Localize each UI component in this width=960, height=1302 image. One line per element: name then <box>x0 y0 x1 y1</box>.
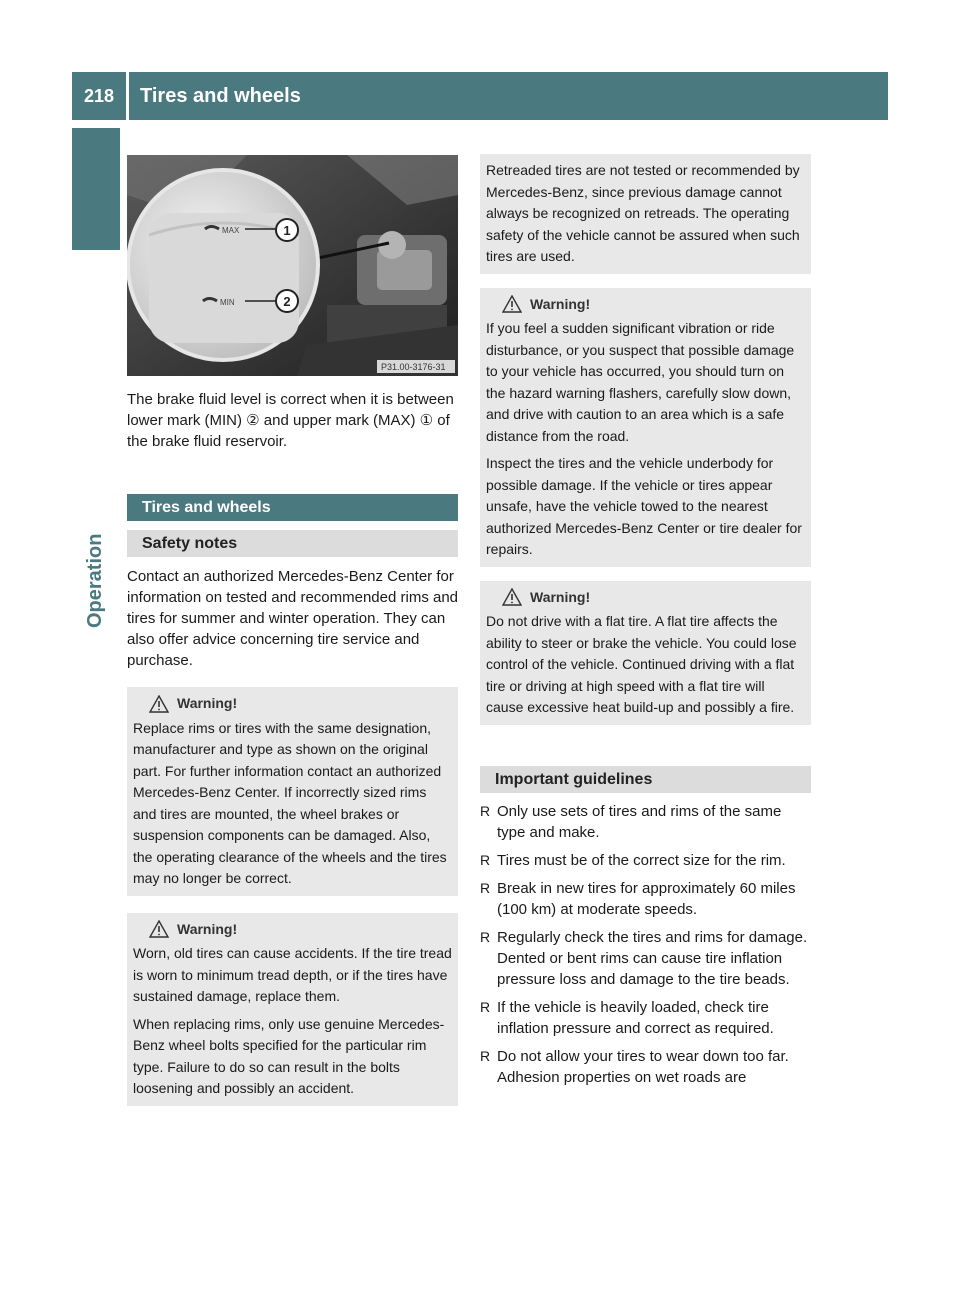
warning-box <box>127 687 458 896</box>
page-header <box>72 72 888 120</box>
list-item: R Do not allow your tires to wear down too far. Adhesion properties on wet roads are <box>480 1046 811 1088</box>
side-tab-marker <box>72 128 120 250</box>
warning-text: Worn, old tires can cause accidents. If the tire tread is worn to minimum tread depth, or if the tires have sustained damage, replace them. <box>133 945 452 1004</box>
list-item: R Break in new tires for approximately 60 miles (100 km) at moderate speeds. <box>480 878 811 920</box>
warning-title: Warning! <box>177 695 238 711</box>
brake-fluid-reservoir-image <box>127 155 458 376</box>
warning-text: When replacing rims, only use genuine Mercedes-Benz wheel bolts specified for the particular rim type. Failure to do so can result in the bolts loosening and possibly an accident. <box>133 1015 445 1096</box>
left-column <box>127 155 458 1106</box>
callout-1-label: 1 <box>283 223 291 238</box>
warning-text: Do not drive with a flat tire. A flat tire affects the ability to steer or brake the vehicle. You could lose control of the vehicle. Continued driving with a flat tire or driving at high speed with a flat tire will cause excessive heat build-up and possibly a fire. <box>486 613 797 715</box>
subsection-heading-safety-notes: Safety notes <box>127 530 458 557</box>
warning-box <box>480 288 811 567</box>
warning-triangle-icon <box>502 295 522 313</box>
max-mark-label: MAX <box>222 226 240 235</box>
list-item: R Regularly check the tires and rims for damage. Dented or bent rims can cause tire inflation pressure loss and damage to the tire beads. <box>480 927 811 990</box>
warning-text: If you feel a sudden significant vibration or ride disturbance, or you suspect that possible damage to your vehicle has occurred, you should turn on the hazard warning flashers, carefully slow down, and drive with caution to an area which is a safe distance from the road. <box>486 320 795 444</box>
retread-note-text: Retreaded tires are not tested or recommended by Mercedes-Benz, since previous damage cannot always be recognized on retreads. The operating safety of the vehicle cannot be assured when such tires are used. <box>486 162 800 264</box>
image-code: P31.00-3176-31 <box>381 362 446 372</box>
section-heading-tires-and-wheels: Tires and wheels <box>127 494 458 521</box>
page-title: Tires and wheels <box>140 85 301 107</box>
brake-fluid-intro-text: The brake fluid level is correct when it is between lower mark (MIN) ② and upper mark (MAX) ① of the brake fluid reservoir. <box>127 391 454 450</box>
safety-notes-text: Contact an authorized Mercedes-Benz Center for information on tested and recommended rims and tires for summer and winter operation. They can also offer advice concerning tire service and purchase. <box>127 568 459 669</box>
warning-triangle-icon <box>149 695 169 713</box>
warning-box <box>480 581 811 725</box>
warning-triangle-icon <box>149 920 169 938</box>
side-tab-label: Operation <box>84 533 106 628</box>
list-item: R If the vehicle is heavily loaded, check tire inflation pressure and correct as required. <box>480 997 811 1039</box>
subsection-heading-important-guidelines: Important guidelines <box>480 766 811 793</box>
warning-title: Warning! <box>177 920 238 937</box>
warning-text: Replace rims or tires with the same designation, manufacturer and type as shown on the original part. For further information contact an authorized Mercedes-Benz Center. If incorrectly sized rims and tires are mounted, the wheel brakes or suspension components can be damaged. Also, the operating clearance of the wheels and the tires may no longer be correct. <box>133 719 447 886</box>
warning-title: Warning! <box>530 295 591 312</box>
page-number: 218 <box>83 86 115 106</box>
guidelines-list <box>480 801 811 1088</box>
min-mark-label: MIN <box>220 298 235 307</box>
list-item: R Tires must be of the correct size for the rim. <box>480 850 811 871</box>
list-item: R Only use sets of tires and rims of the same type and make. <box>480 801 811 843</box>
warning-title: Warning! <box>530 588 591 605</box>
callout-2-label: 2 <box>283 294 291 309</box>
warning-triangle-icon <box>502 588 522 606</box>
header-divider <box>126 72 129 120</box>
retread-note-box <box>480 154 811 274</box>
right-column <box>480 154 811 1095</box>
warning-box <box>127 913 458 1106</box>
warning-text: Inspect the tires and the vehicle underbody for possible damage. If the vehicle or tires appear unsafe, have the vehicle towed to the nearest authorized Mercedes-Benz Center or tire dealer for repairs. <box>486 455 802 557</box>
